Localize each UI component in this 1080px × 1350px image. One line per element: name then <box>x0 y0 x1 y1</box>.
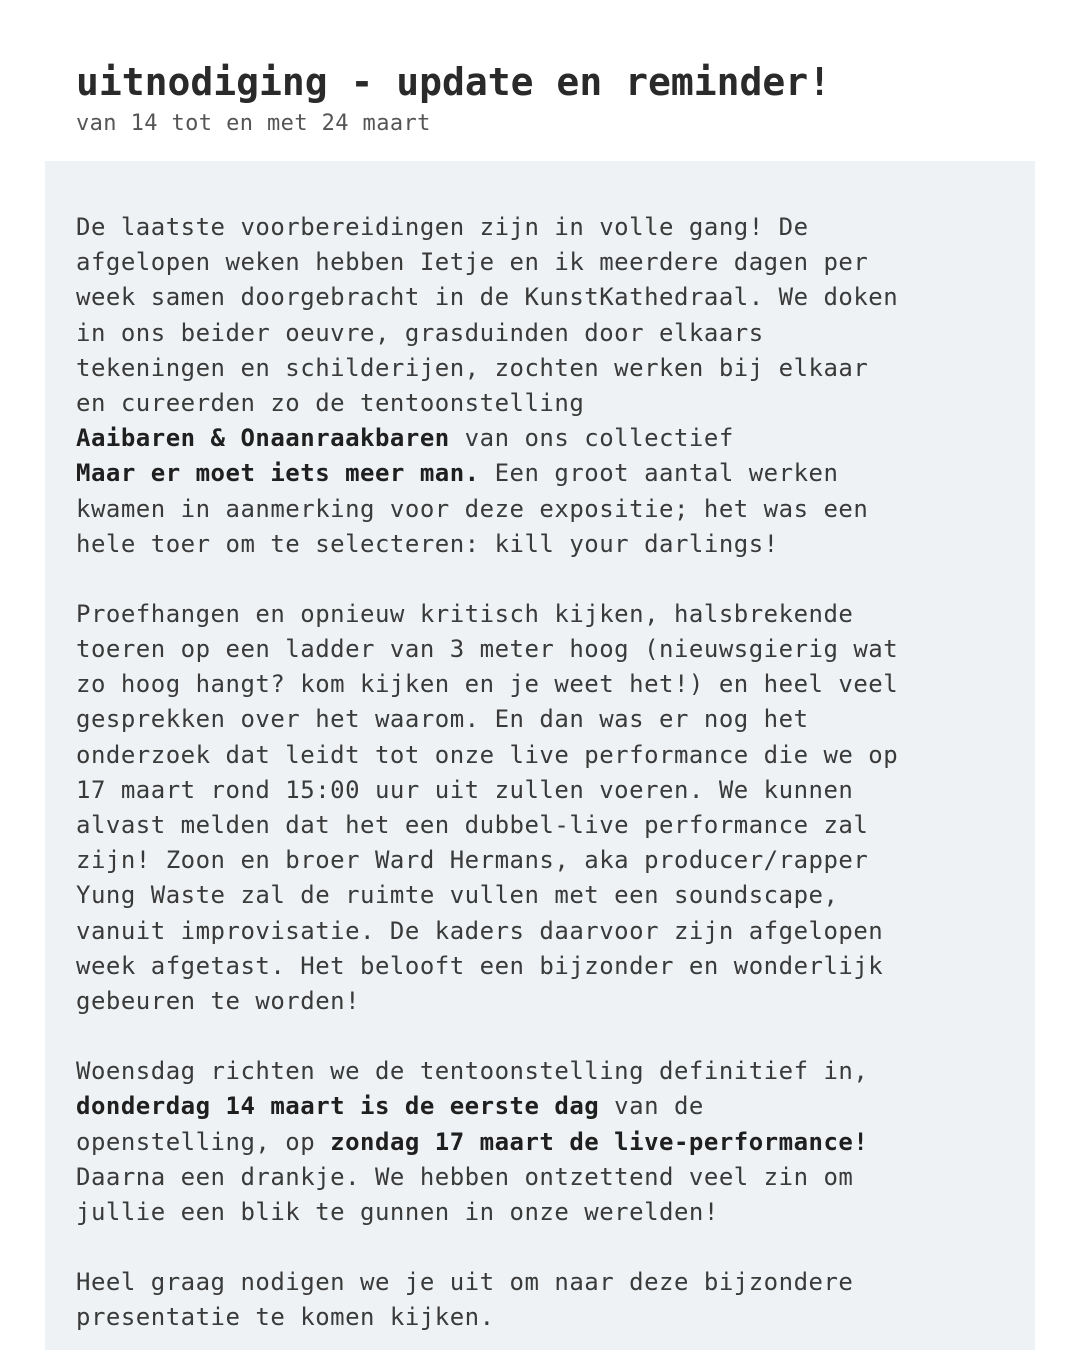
text-line <box>76 1300 1035 1335</box>
text-line <box>76 597 1035 632</box>
text-line <box>76 245 1035 280</box>
text-segment: hele toer om te selecteren: kill your darlings! <box>76 529 779 558</box>
text-line <box>76 949 1035 984</box>
text-line <box>76 843 1035 878</box>
text-line <box>76 1195 1035 1230</box>
text-segment: presentatie te komen kijken. <box>76 1303 495 1332</box>
body-paragraph <box>76 1054 1035 1230</box>
text-line <box>76 1265 1035 1300</box>
bold-text: Aaibaren & Onaanraakbaren <box>76 424 450 453</box>
text-line <box>76 914 1035 949</box>
body-paragraph <box>76 210 1035 562</box>
text-line <box>76 492 1035 527</box>
text-segment: week samen doorgebracht in de KunstKathedraal. We doken <box>76 283 899 312</box>
text-segment: Een groot aantal werken <box>479 459 839 488</box>
text-segment: gebeuren te worden! <box>76 986 361 1015</box>
page-title: uitnodiging - update en reminder! <box>76 60 831 104</box>
text-segment: jullie een blik te gunnen in onze werelden! <box>76 1197 719 1226</box>
text-line <box>76 1089 1035 1124</box>
text-line <box>76 773 1035 808</box>
text-line <box>76 280 1035 315</box>
text-segment: Daarna een drankje. We hebben ontzettend veel zin om <box>76 1162 854 1191</box>
text-segment: tekeningen en schilderijen, zochten werken bij elkaar <box>76 353 869 382</box>
text-line <box>76 1125 1035 1160</box>
text-line <box>76 702 1035 737</box>
body-paragraph <box>76 1265 1035 1335</box>
text-line <box>76 1160 1035 1195</box>
text-line <box>76 316 1035 351</box>
text-line <box>76 421 1035 456</box>
text-segment: in ons beider oeuvre, grasduinden door elkaars <box>76 318 764 347</box>
text-segment: zo hoog hangt? kom kijken en je weet het!) en heel veel <box>76 670 899 699</box>
text-line <box>76 456 1035 491</box>
text-segment: toeren op een ladder van 3 meter hoog (nieuwsgierig wat <box>76 635 899 664</box>
bold-text: Maar er moet iets meer man. <box>76 459 480 488</box>
text-line <box>76 808 1035 843</box>
text-line <box>76 210 1035 245</box>
text-segment: Yung Waste zal de ruimte vullen met een soundscape, <box>76 881 839 910</box>
text-segment: onderzoek dat leidt tot onze live performance die we op <box>76 740 899 769</box>
page-subtitle: van 14 tot en met 24 maart <box>76 111 431 136</box>
text-segment: week afgetast. Het belooft een bijzonder en wonderlijk <box>76 951 884 980</box>
text-segment: afgelopen weken hebben Ietje en ik meerdere dagen per <box>76 248 869 277</box>
text-line <box>76 351 1035 386</box>
text-segment: openstelling, op <box>76 1127 331 1156</box>
text-segment: Woensdag richten we de tentoonstelling definitief in, <box>76 1057 869 1086</box>
text-segment: Proefhangen en opnieuw kritisch kijken, halsbrekende <box>76 599 854 628</box>
header <box>76 58 1036 138</box>
text-line <box>76 878 1035 913</box>
text-segment: gesprekken over het waarom. En dan was er nog het <box>76 705 809 734</box>
bold-text: zondag 17 maart de live-performance! <box>330 1127 869 1156</box>
text-line <box>76 527 1035 562</box>
text-line <box>76 386 1035 421</box>
text-line <box>76 632 1035 667</box>
text-segment: kwamen in aanmerking voor deze expositie; het was een <box>76 494 869 523</box>
message-body <box>45 161 1035 1350</box>
text-line <box>76 1054 1035 1089</box>
text-segment: vanuit improvisatie. De kaders daarvoor zijn afgelopen <box>76 916 884 945</box>
text-line <box>76 738 1035 773</box>
text-segment: van ons collectief <box>449 424 734 453</box>
body-paragraph <box>76 597 1035 1019</box>
text-segment: en cureerden zo de tentoonstelling <box>76 388 585 417</box>
text-line <box>76 667 1035 702</box>
text-line <box>76 984 1035 1019</box>
text-segment: De laatste voorbereidingen zijn in volle gang! De <box>76 213 809 241</box>
text-segment: 17 maart rond 15:00 uur uit zullen voeren. We kunnen <box>76 775 854 804</box>
text-segment: alvast melden dat het een dubbel-live performance zal <box>76 811 869 839</box>
text-segment: Heel graag nodigen we je uit om naar deze bijzondere <box>76 1268 854 1297</box>
bold-text: donderdag 14 maart is de eerste dag <box>76 1092 600 1121</box>
text-segment: van de <box>599 1092 704 1121</box>
text-segment: zijn! Zoon en broer Ward Hermans, aka producer/rapper <box>76 846 869 875</box>
